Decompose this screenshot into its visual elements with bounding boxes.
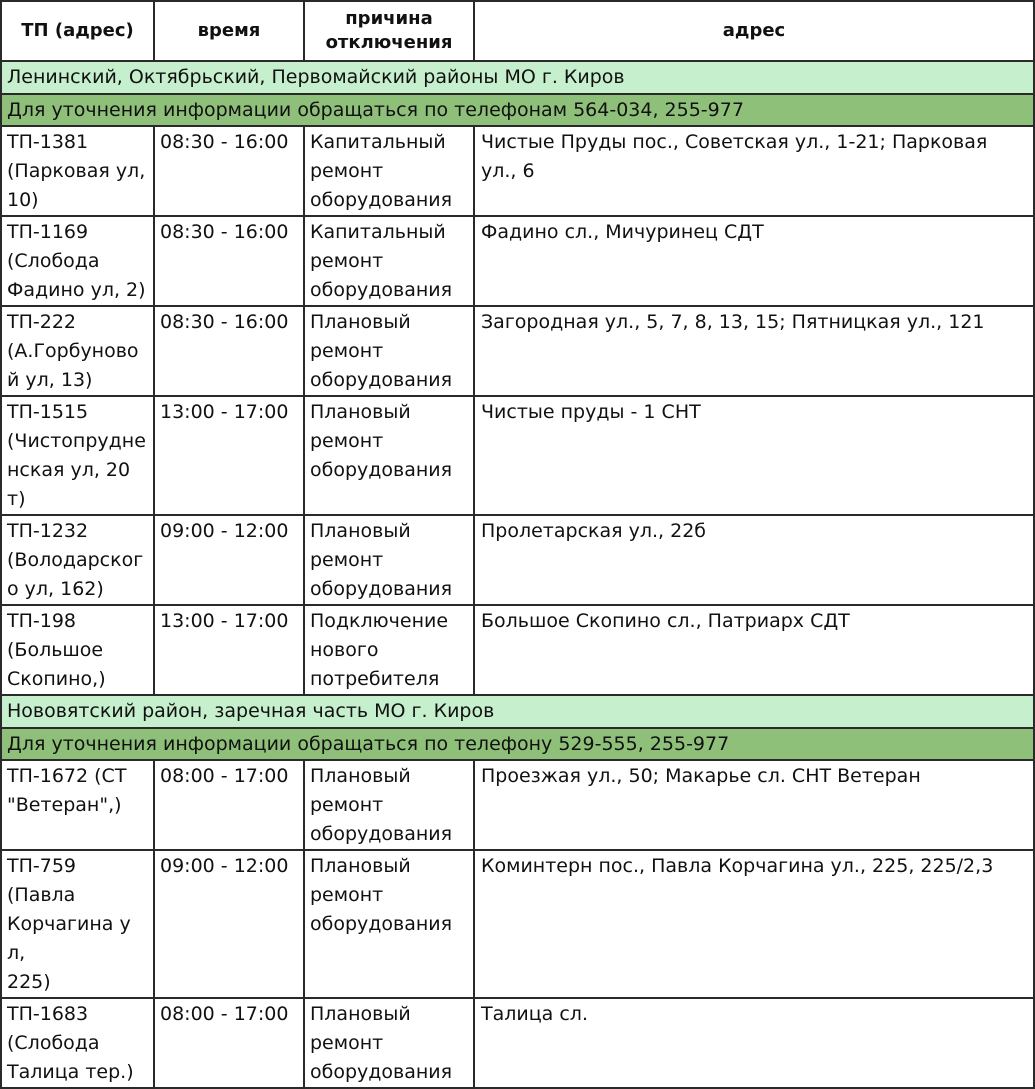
reason-cell: Плановый ремонт оборудования (304, 850, 474, 998)
address-cell: Пролетарская ул., 22б (474, 515, 1034, 605)
table-row (1, 998, 1034, 1088)
time-cell: 09:00 - 12:00 (154, 515, 304, 605)
reason-cell: Плановый ремонт оборудования (304, 760, 474, 850)
column-header-tp: ТП (адрес) (1, 1, 154, 61)
time-cell: 13:00 - 17:00 (154, 605, 304, 695)
address-cell: Фадино сл., Мичуринец СДТ (474, 216, 1034, 306)
table-row (1, 396, 1034, 515)
address-cell: Проезжая ул., 50; Макарье сл. СНТ Ветеран (474, 760, 1034, 850)
column-header-reason: причина отключения (304, 1, 474, 61)
column-header-address: адрес (474, 1, 1034, 61)
table-row (1, 850, 1034, 998)
section-title: Нововятский район, заречная часть МО г. Киров (1, 695, 1034, 728)
reason-cell: Плановый ремонт оборудования (304, 515, 474, 605)
section-title-row (1, 61, 1034, 94)
section-contact-row (1, 728, 1034, 760)
section-contact: Для уточнения информации обращаться по телефону 529-555, 255-977 (1, 728, 1034, 760)
time-cell: 13:00 - 17:00 (154, 396, 304, 515)
table-row (1, 126, 1034, 216)
section-title-row (1, 695, 1034, 728)
table-row (1, 306, 1034, 396)
time-cell: 08:00 - 17:00 (154, 760, 304, 850)
reason-cell: Капитальный ремонт оборудования (304, 216, 474, 306)
reason-cell: Плановый ремонт оборудования (304, 998, 474, 1088)
address-cell: Коминтерн пос., Павла Корчагина ул., 225, 225/2,3 (474, 850, 1034, 998)
table-row (1, 605, 1034, 695)
header-row (1, 1, 1034, 61)
address-cell: Загородная ул., 5, 7, 8, 13, 15; Пятницкая ул., 121 (474, 306, 1034, 396)
tp-cell: ТП-1672 (СТ "Ветеран",) (1, 760, 154, 850)
section-title: Ленинский, Октябрьский, Первомайский районы МО г. Киров (1, 61, 1034, 94)
tp-cell: ТП-222 (А.Горбуново й ул, 13) (1, 306, 154, 396)
tp-cell: ТП-759 (Павла Корчагина ул, 225) (1, 850, 154, 998)
tp-cell: ТП-198 (Большое Скопино,) (1, 605, 154, 695)
tp-cell: ТП-1232 (Володарског о ул, 162) (1, 515, 154, 605)
time-cell: 08:30 - 16:00 (154, 216, 304, 306)
column-header-time: время (154, 1, 304, 61)
section-contact-row (1, 94, 1034, 126)
reason-cell: Плановый ремонт оборудования (304, 396, 474, 515)
time-cell: 08:30 - 16:00 (154, 126, 304, 216)
section-contact: Для уточнения информации обращаться по телефонам 564-034, 255-977 (1, 94, 1034, 126)
tp-cell: ТП-1515 (Чистопрудне нская ул, 20т) (1, 396, 154, 515)
time-cell: 09:00 - 12:00 (154, 850, 304, 998)
address-cell: Талица сл. (474, 998, 1034, 1088)
tp-cell: ТП-1381 (Парковая ул, 10) (1, 126, 154, 216)
tp-cell: ТП-1169 (Слобода Фадино ул, 2) (1, 216, 154, 306)
time-cell: 08:00 - 17:00 (154, 998, 304, 1088)
reason-cell: Капитальный ремонт оборудования (304, 126, 474, 216)
table-row (1, 760, 1034, 850)
time-cell: 08:30 - 16:00 (154, 306, 304, 396)
address-cell: Чистые Пруды пос., Советская ул., 1-21; Парковая ул., 6 (474, 126, 1034, 216)
reason-cell: Подключение нового потребителя (304, 605, 474, 695)
address-cell: Чистые пруды - 1 СНТ (474, 396, 1034, 515)
reason-cell: Плановый ремонт оборудования (304, 306, 474, 396)
address-cell: Большое Скопино сл., Патриарх СДТ (474, 605, 1034, 695)
table-row (1, 216, 1034, 306)
table-row (1, 515, 1034, 605)
tp-cell: ТП-1683 (Слобода Талица тер.) (1, 998, 154, 1088)
